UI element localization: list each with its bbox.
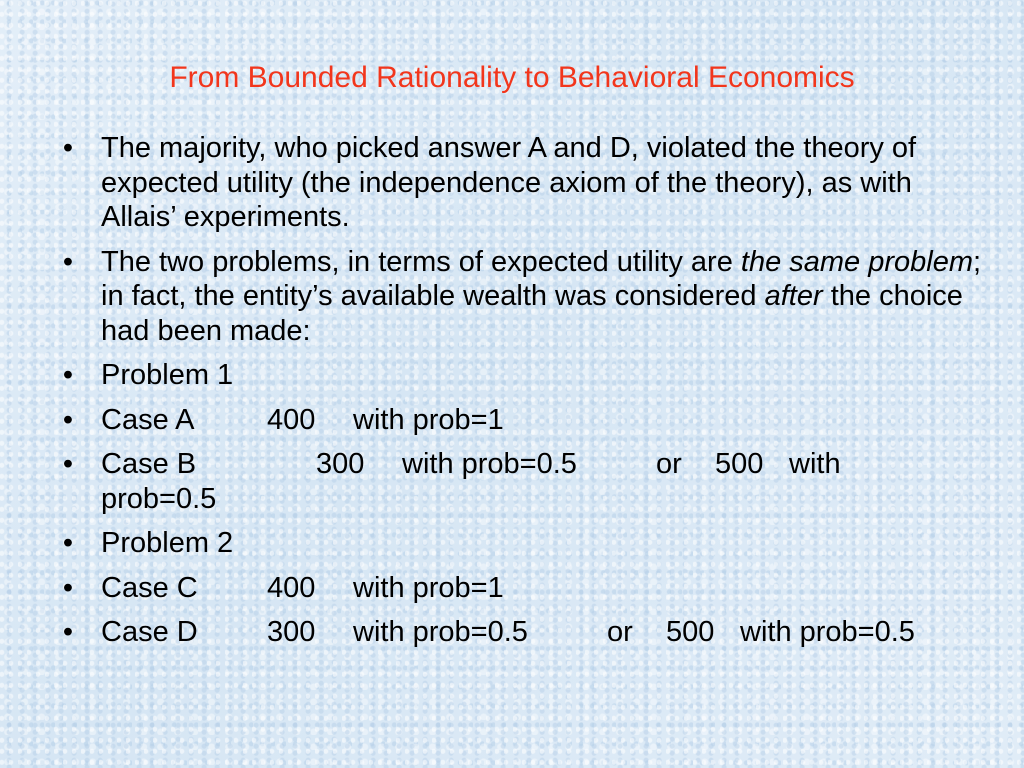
bullet-item-case-d (58, 615, 988, 650)
case-label: Case D (101, 616, 198, 648)
case-probability: with prob=0.5 (402, 448, 577, 480)
bullet-dot-icon: • (62, 132, 74, 164)
bullet-text-italic: after (764, 280, 823, 312)
case-value-2: 500 (666, 616, 715, 648)
problem-heading: Problem 1 (101, 359, 234, 391)
case-or: or (656, 448, 682, 480)
bullet-item-problem-2 (58, 526, 988, 561)
case-value-2: 500 (715, 448, 764, 480)
case-label: Case A (101, 403, 195, 436)
bullet-item-same-problem (58, 245, 988, 349)
bullet-text: The majority, who picked answer A and D, violated the theory of expected utility (the independence axiom of the theory), as with Allais’ experiments. (101, 132, 917, 233)
case-value: 400 (267, 403, 316, 436)
bullet-text: The two problems, in terms of expected utility are (101, 245, 741, 278)
bullet-dot-icon: • (62, 403, 74, 436)
bullet-item-case-b (58, 447, 988, 516)
case-value: 300 (267, 616, 316, 648)
bullet-item-case-a (58, 403, 988, 438)
case-probability-2: with prob=0.5 (740, 616, 915, 648)
bullet-text-italic: the same problem (740, 245, 974, 278)
bullet-item-violation (58, 131, 988, 235)
bullet-dot-icon: • (62, 245, 74, 278)
bullet-dot-icon: • (62, 359, 74, 391)
bullet-text: the choice had been made: (101, 280, 963, 347)
problem-heading: Problem 2 (101, 527, 234, 559)
case-value: 400 (267, 571, 316, 604)
bullet-item-case-c (58, 571, 988, 606)
bullet-item-problem-1 (58, 358, 988, 393)
bullet-text: ; in fact, the entity’s available wealth was considered (101, 245, 982, 312)
case-probability: with prob=1 (353, 571, 504, 604)
case-label: Case C (101, 571, 198, 604)
case-probability-2b: prob=0.5 (101, 482, 217, 515)
case-probability-2a: with (789, 448, 841, 480)
case-probability: with prob=0.5 (353, 616, 528, 648)
bullet-dot-icon: • (62, 571, 74, 604)
bullet-dot-icon: • (62, 527, 74, 559)
case-value: 300 (316, 448, 365, 480)
bullet-dot-icon: • (62, 616, 74, 648)
slide-title: From Bounded Rationality to Behavioral Economics (169, 61, 855, 94)
case-label: Case B (101, 448, 197, 480)
bullet-dot-icon: • (62, 448, 74, 480)
bullet-list (58, 131, 988, 660)
case-probability: with prob=1 (353, 403, 504, 436)
case-or: or (607, 616, 633, 648)
